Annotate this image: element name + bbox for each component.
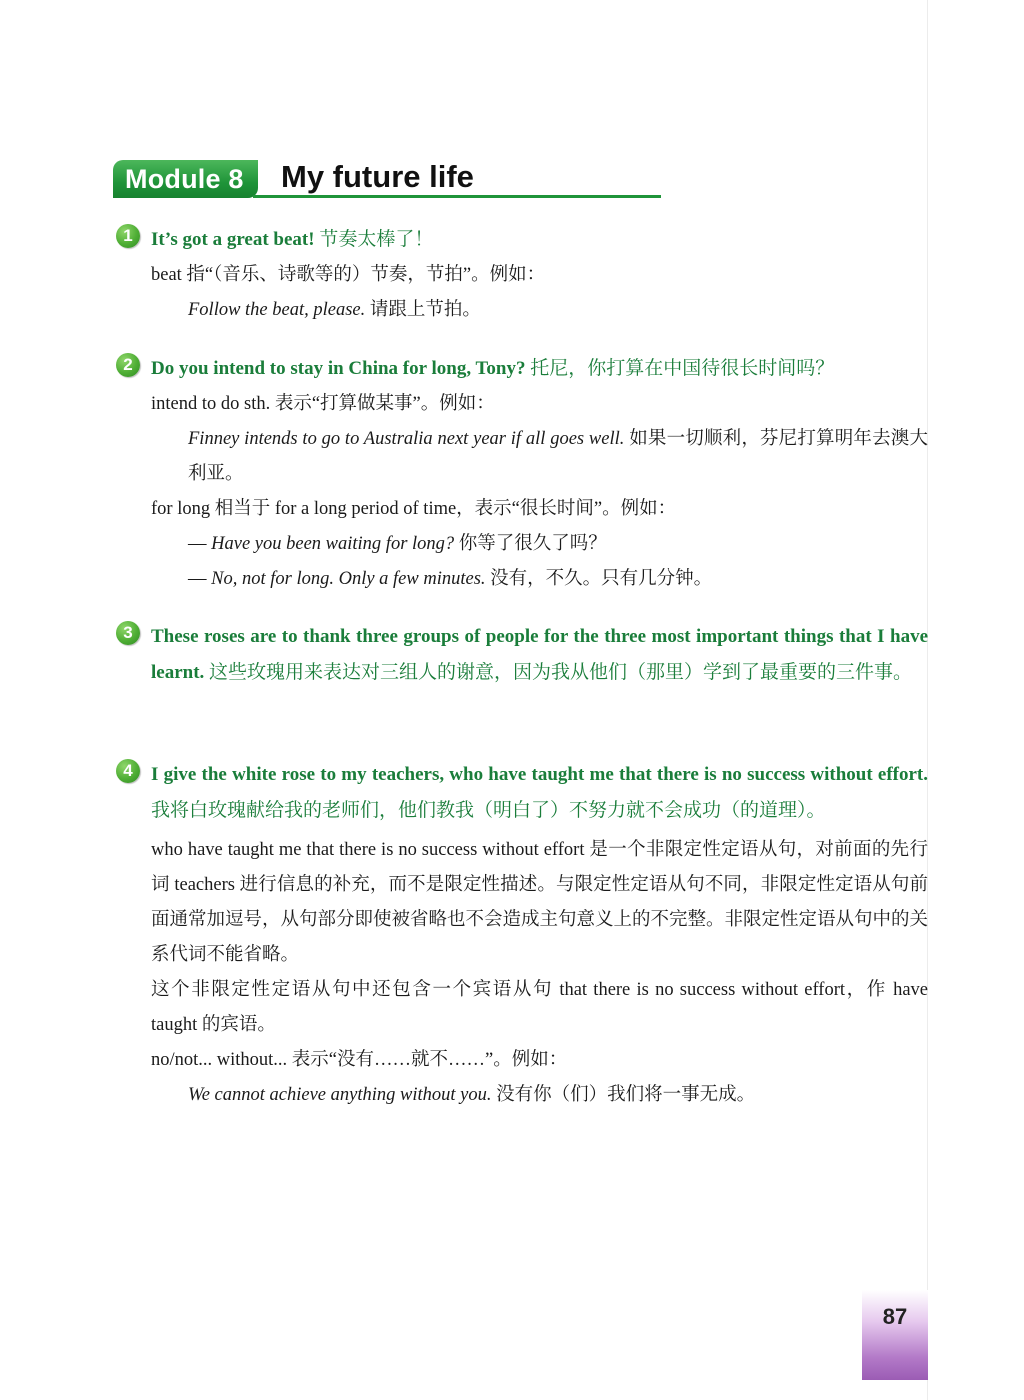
dialogue-line: [188, 562, 928, 597]
explanation: for long 相当于 for a long period of time，表示“很长时间”。例如：: [151, 499, 677, 519]
item-heading: [151, 757, 928, 829]
example-en: Follow the beat, please.: [188, 300, 366, 320]
dialogue-cn: 你等了很久了吗？: [458, 534, 607, 554]
dialogue-en: Have you been waiting for long?: [211, 534, 455, 554]
item-heading: [151, 619, 928, 691]
example-cn: 没有你（们）我们将一事无成。: [496, 1085, 756, 1105]
heading-en: Do you intend to stay in China for long, Tony?: [151, 358, 526, 379]
heading-en: I give the white rose to my teachers, who have taught me that there is no success without effort.: [151, 764, 928, 785]
heading-cn: 我将白玫瑰献给我的老师们，他们教我（明白了）不努力就不会成功（的道理）。: [151, 800, 826, 821]
item-heading: [151, 222, 928, 258]
module-badge: Module 8: [113, 160, 258, 198]
heading-cn: 节奏太棒了！: [319, 229, 434, 250]
note-item-4: [116, 757, 928, 1113]
header-rule: [253, 195, 661, 198]
explanation: 这个非限定性定语从句中还包含一个宾语从句 that there is no success without effort，作 have taught 的宾语。: [151, 980, 928, 1035]
explanation: who have taught me that there is no success without effort 是一个非限定性定语从句，对前面的先行词 teachers 进行信息的补充，而不是限定性描述。与限定性定语从句不同，非限定性定语从句前面通常加逗号，从句部分即使被省略也不会造成主句意义上的不完整。非限定性定语从句中的关系代词不能省略。: [151, 840, 929, 965]
heading-cn: 这些玫瑰用来表达对三组人的谢意，因为我从他们（那里）学到了最重要的三件事。: [209, 662, 913, 683]
page-number: 87: [882, 1304, 908, 1329]
explanation: no/not... without... 表示“没有……就不……”。例如：: [151, 1050, 568, 1070]
dialogue-en: No, not for long. Only a few minutes.: [211, 569, 486, 589]
heading-en: It’s got a great beat!: [151, 229, 315, 250]
item-heading: [151, 351, 928, 387]
example-cn: 如果一切顺利，芬尼打算明年去澳大利亚。: [188, 429, 928, 484]
example: [188, 293, 928, 328]
example-cn: 请跟上节拍。: [369, 300, 481, 320]
explanation: intend to do sth. 表示“打算做某事”。例如：: [151, 394, 495, 414]
dialogue-line: [188, 527, 928, 562]
module-title: My future life: [281, 159, 474, 194]
dash: —: [188, 569, 207, 589]
example-en: We cannot achieve anything without you.: [188, 1085, 492, 1105]
module-header: [113, 160, 661, 200]
page-edge: [927, 0, 928, 1400]
item-number-badge: 1: [116, 224, 140, 248]
example-en: Finney intends to go to Australia next year if all goes well.: [188, 429, 625, 449]
heading-cn: 托尼，你打算在中国待很长时间吗？: [530, 358, 835, 379]
page-number-tab: [862, 1290, 928, 1380]
example: [188, 422, 928, 492]
dialogue-cn: 没有，不久。只有几分钟。: [490, 569, 713, 589]
note-item-1: [116, 222, 928, 328]
heading-en: These roses are to thank three groups of people for the three most important things that I have learnt.: [151, 626, 928, 683]
note-item-2: [116, 351, 928, 597]
dash: —: [188, 534, 207, 554]
item-number-badge: 4: [116, 759, 140, 783]
item-number-badge: 2: [116, 353, 140, 377]
example: [188, 1078, 928, 1113]
note-item-3: [116, 619, 928, 691]
explanation: beat 指“（音乐、诗歌等的）节奏，节拍”。例如：: [151, 265, 546, 285]
item-number-badge: 3: [116, 621, 140, 645]
